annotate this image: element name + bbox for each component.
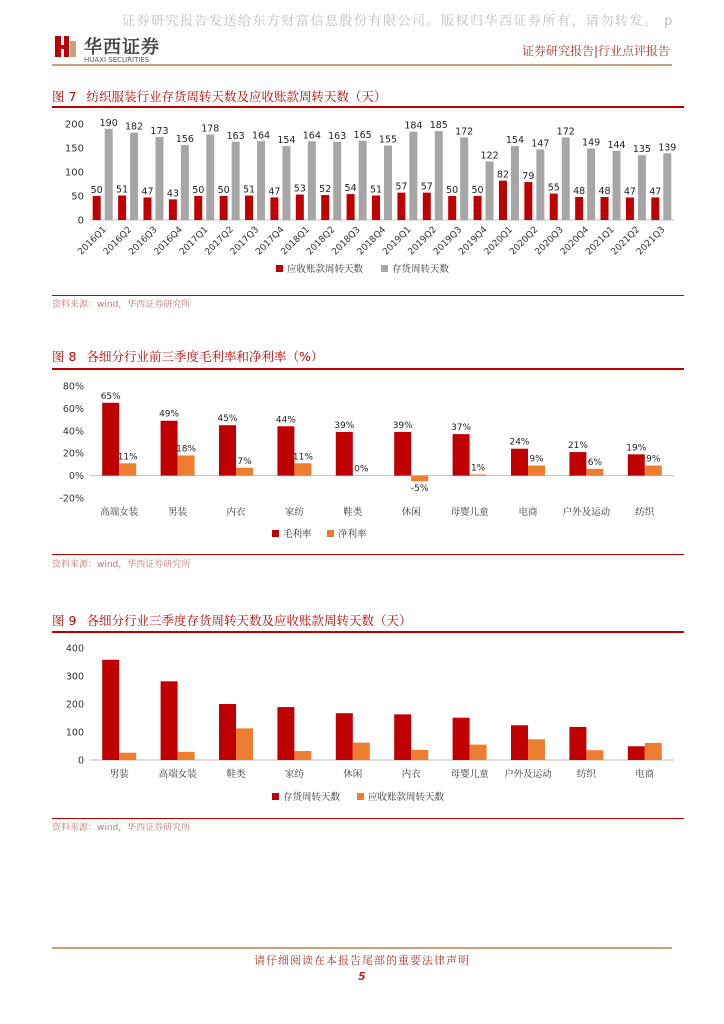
legend-label: 存货周转天数 [283, 792, 341, 803]
data-label: 147 [531, 138, 550, 150]
x-tick-label: 休闲 [343, 769, 363, 780]
data-label: 154 [277, 135, 296, 147]
figure-9-source: 资料来源：wind，华西证券研究所 [52, 823, 191, 833]
data-label: 164 [251, 130, 271, 142]
bar-series1 [453, 718, 470, 760]
legend-label: 存货周转天数 [392, 264, 450, 275]
bar-series2 [257, 141, 265, 220]
bar-series2 [587, 148, 595, 220]
bar-series2 [562, 137, 570, 220]
bar-series2 [536, 149, 544, 220]
x-tick-label: 纺织 [635, 507, 655, 518]
x-tick-label: 2021Q1 [584, 225, 617, 258]
bar-series2 [178, 455, 195, 475]
bar-series2 [528, 466, 545, 476]
bar-series2 [586, 750, 603, 760]
figure-8-number: 图 8 [52, 349, 77, 364]
data-label: 79 [522, 171, 535, 183]
x-tick-label: 内衣 [226, 507, 246, 518]
bar-series2 [411, 750, 428, 760]
bar-series1 [245, 196, 253, 220]
data-label: 44% [275, 415, 296, 426]
bar-series2 [294, 463, 311, 475]
x-tick-label: 2017Q4 [254, 225, 287, 258]
figure-8-title [52, 347, 323, 365]
bar-series1 [102, 660, 119, 760]
bar-series2 [663, 153, 671, 220]
y-tick-label: 100 [65, 727, 84, 739]
figure-7-source: 资料来源：wind，华西证券研究所 [52, 300, 191, 310]
data-label: 39% [334, 420, 355, 431]
figure-7-top-rule [52, 106, 684, 108]
data-label: 50 [217, 185, 230, 196]
footer-divider [52, 947, 672, 949]
bar-series1 [474, 196, 482, 220]
x-tick-label: 家纺 [284, 769, 304, 780]
bar-series2 [435, 131, 443, 220]
data-label: 47 [649, 186, 662, 198]
data-label: 149 [582, 137, 601, 149]
data-label: 50 [90, 185, 103, 196]
figure-9-caption: 各细分行业三季度存货周转天数及应收账款周转天数（天） [86, 613, 412, 628]
bar-series1 [336, 432, 353, 476]
x-tick-label: 2020Q2 [508, 225, 541, 258]
legend-swatch [276, 265, 283, 272]
data-label: 51 [242, 184, 256, 196]
data-label: 9% [529, 454, 544, 465]
figure-8-chart [52, 372, 684, 552]
bar-series2 [105, 129, 113, 220]
report-type: 证券研究报告|行业点评报告 [521, 44, 670, 58]
page-number: 5 [358, 970, 366, 983]
x-tick-label: 2020Q3 [533, 225, 566, 258]
data-label: 6% [587, 457, 603, 468]
bar-series2 [178, 752, 195, 760]
bar-series1 [321, 195, 329, 220]
data-label: 163 [226, 130, 245, 142]
bar-series2 [155, 137, 163, 220]
bar-series2 [409, 132, 417, 220]
logo-name-cn: 华西证券 [84, 37, 160, 58]
bar-series1 [296, 195, 304, 220]
x-tick-label: 2019Q1 [381, 225, 414, 258]
data-label: 154 [505, 135, 525, 147]
data-label: 47 [623, 186, 636, 198]
x-tick-label: 鞋类 [226, 769, 246, 780]
data-label: 172 [556, 126, 575, 138]
data-label: 24% [509, 437, 530, 448]
footer-disclaimer: 请仔细阅读在本报告尾部的重要法律声明 [254, 954, 470, 967]
bar-series1 [394, 432, 411, 476]
figure-9-number: 图 9 [52, 613, 77, 628]
bar-series2 [460, 137, 468, 220]
figure-9-top-rule [52, 631, 684, 633]
x-tick-label: 高端女装 [158, 769, 197, 780]
legend-label: 毛利率 [283, 529, 312, 540]
data-label: 50 [446, 185, 459, 196]
bar-series1 [372, 196, 380, 220]
bar-series2 [130, 133, 138, 220]
bar-series2 [645, 743, 662, 760]
x-tick-label: 2016Q1 [76, 225, 109, 258]
x-tick-label: 休闲 [401, 507, 421, 518]
data-label: 144 [607, 139, 626, 151]
x-tick-label: 2019Q4 [457, 225, 490, 258]
bar-series2 [586, 469, 603, 476]
x-tick-label: 电商 [518, 507, 538, 518]
data-label: 7% [237, 456, 252, 467]
y-tick-label: 100 [64, 167, 84, 179]
y-tick-label: 0% [68, 471, 84, 483]
x-tick-label: 2020Q4 [558, 225, 592, 258]
data-label: 184 [404, 120, 423, 132]
data-label: 185 [429, 120, 448, 132]
figure-7-chart [52, 110, 684, 294]
bar-series2 [359, 141, 367, 220]
figure-8-source: 资料来源：wind，华西证券研究所 [52, 560, 191, 570]
data-label: 54 [344, 183, 357, 195]
bar-series1 [219, 425, 236, 475]
y-tick-label: 200 [64, 119, 84, 131]
header-divider [52, 64, 672, 66]
data-label: 52 [319, 184, 332, 196]
bar-series2 [236, 468, 253, 476]
y-tick-label: 0 [77, 215, 84, 227]
bar-series1 [394, 714, 411, 760]
data-label: 47 [141, 186, 154, 198]
x-tick-label: 2017Q2 [203, 225, 236, 258]
bar-series2 [181, 145, 189, 220]
bar-series1 [270, 197, 278, 220]
data-label: 82 [496, 169, 510, 181]
data-label: 11% [117, 452, 138, 463]
bar-series1 [511, 725, 528, 760]
bar-series1 [511, 449, 528, 476]
bar-series2 [333, 142, 341, 220]
x-tick-label: 2018Q4 [355, 225, 389, 258]
bar-series2 [384, 146, 392, 220]
x-tick-label: 男装 [109, 769, 129, 780]
figure-7-number: 图 7 [52, 89, 77, 104]
data-label: 57 [420, 181, 433, 193]
bar-series2 [470, 474, 487, 475]
bar-series1 [628, 746, 645, 760]
y-tick-label: 60% [62, 403, 84, 415]
bar-series1 [169, 199, 177, 220]
bar-series2 [511, 146, 519, 220]
logo-name-en: HUAXI SECURITIES [84, 56, 150, 64]
legend-swatch [381, 265, 388, 272]
bar-series2 [119, 463, 136, 475]
bar-series1 [448, 196, 456, 220]
x-tick-label: 户外及运动 [562, 507, 611, 518]
data-label: 55 [547, 182, 560, 194]
legend-label: 净利率 [338, 529, 367, 540]
figure-7-bottom-rule [52, 295, 684, 296]
bar-series1 [102, 403, 119, 476]
bar-series1 [347, 194, 355, 220]
bar-series1 [277, 426, 294, 475]
bar-series1 [277, 707, 294, 760]
bar-series2 [411, 476, 428, 482]
data-label: 51 [369, 184, 383, 196]
x-tick-label: 2016Q2 [101, 225, 135, 258]
legend-label: 应收账款周转天数 [287, 264, 364, 275]
bar-series1 [336, 713, 353, 760]
bar-series2 [528, 739, 545, 760]
bar-series1 [569, 452, 586, 476]
x-tick-label: 母婴儿童 [450, 507, 489, 518]
data-label: 139 [658, 142, 677, 154]
bar-series1 [161, 421, 178, 476]
bar-series2 [613, 151, 621, 220]
data-label: 18% [176, 444, 197, 455]
data-label: 47 [268, 186, 281, 198]
watermark-text: 证券研究报告发送给东方财富信息股份有限公司。版权归华西证券所有，请勿转发。 p [122, 14, 674, 29]
legend-swatch [272, 793, 279, 800]
bar-series1 [143, 197, 151, 220]
figure-9-chart [52, 636, 684, 816]
bar-series1 [194, 196, 202, 220]
data-label: 135 [632, 144, 651, 156]
bar-series1 [161, 681, 178, 760]
data-label: 164 [302, 130, 321, 142]
data-label: 163 [328, 130, 347, 142]
x-tick-label: 内衣 [401, 769, 421, 780]
y-tick-label: 150 [64, 143, 84, 155]
data-label: 50 [471, 185, 484, 196]
data-label: -5% [410, 484, 429, 495]
x-tick-label: 家纺 [284, 507, 304, 518]
bar-series2 [236, 728, 253, 760]
legend-swatch [357, 793, 364, 800]
bar-series1 [601, 197, 609, 220]
legend-swatch [327, 530, 334, 537]
bar-series2 [232, 142, 240, 220]
x-tick-label: 2019Q2 [406, 225, 439, 258]
x-tick-label: 高端女装 [100, 507, 139, 518]
data-label: 173 [150, 125, 169, 137]
data-label: 190 [99, 117, 118, 129]
data-label: 11% [292, 452, 313, 463]
bar-series2 [294, 751, 311, 760]
x-tick-label: 户外及运动 [504, 769, 552, 780]
data-label: 1% [470, 463, 486, 474]
data-label: 19% [626, 443, 647, 454]
bar-series2 [308, 141, 316, 220]
bar-series1 [499, 181, 507, 220]
bar-series1 [93, 196, 101, 220]
bar-series2 [645, 466, 662, 476]
x-tick-label: 2018Q2 [305, 225, 338, 258]
bar-series1 [651, 197, 659, 220]
data-label: 48 [573, 185, 586, 197]
data-label: 48 [598, 185, 611, 197]
bar-series1 [423, 193, 431, 220]
y-tick-label: 200 [65, 699, 84, 711]
figure-8-caption: 各细分行业前三季度毛利率和净利率（%） [86, 349, 324, 364]
bar-series2 [638, 155, 646, 220]
data-label: 122 [480, 150, 499, 162]
bar-series2 [206, 135, 214, 220]
data-label: 182 [125, 121, 144, 133]
bar-series1 [626, 197, 634, 220]
y-tick-label: 50 [71, 191, 84, 203]
data-label: 172 [455, 126, 474, 138]
figure-9-bottom-rule [52, 818, 684, 819]
data-label: 51 [116, 184, 129, 196]
bar-series2 [353, 743, 370, 760]
y-tick-label: 400 [65, 643, 84, 655]
data-label: 65% [100, 391, 121, 402]
bar-series1 [628, 454, 645, 475]
y-tick-label: 0 [77, 755, 84, 767]
bar-series2 [282, 146, 290, 220]
data-label: 37% [451, 423, 472, 434]
y-tick-label: 80% [62, 381, 84, 393]
figure-9-title [52, 611, 411, 629]
bar-series1 [118, 196, 126, 220]
data-label: 57 [395, 181, 408, 193]
legend-label: 应收账款周转天数 [368, 792, 445, 803]
x-tick-label: 男装 [168, 507, 188, 518]
data-label: 49% [159, 409, 180, 420]
bar-series1 [550, 194, 558, 220]
x-tick-label: 纺织 [576, 769, 596, 780]
data-label: 178 [201, 123, 220, 135]
bar-series1 [220, 196, 228, 220]
bar-series1 [575, 197, 583, 220]
company-logo [52, 33, 160, 64]
figure-8-top-rule [52, 368, 684, 370]
data-label: 155 [378, 134, 398, 146]
figure-7-caption: 纺织服装行业存货周转天数及应收账款周转天数（天） [86, 89, 387, 104]
y-tick-label: 300 [65, 671, 84, 683]
x-tick-label: 2021Q3 [635, 225, 668, 258]
x-tick-label: 2020Q1 [482, 225, 516, 258]
y-tick-label: 20% [62, 448, 84, 460]
bar-series1 [453, 434, 470, 475]
x-tick-label: 2017Q1 [178, 225, 211, 258]
x-tick-label: 2018Q3 [330, 225, 363, 258]
y-tick-label: 40% [62, 426, 84, 438]
data-label: 50 [192, 185, 205, 196]
figure-7-title [52, 87, 386, 105]
x-tick-label: 2019Q3 [431, 225, 465, 258]
data-label: 45% [217, 414, 238, 425]
x-tick-label: 2017Q3 [228, 225, 262, 258]
bar-series1 [219, 704, 236, 760]
x-tick-label: 电商 [635, 769, 655, 780]
data-label: 156 [175, 134, 194, 146]
y-tick-label: -20% [59, 493, 84, 505]
legend-swatch [272, 530, 279, 537]
bar-series1 [524, 182, 532, 220]
x-tick-label: 母婴儿童 [450, 769, 489, 780]
data-label: 53 [293, 183, 306, 195]
data-label: 9% [646, 454, 661, 465]
x-tick-label: 2018Q1 [279, 225, 312, 258]
bar-series2 [470, 745, 487, 760]
bar-series2 [119, 753, 136, 760]
x-tick-label: 2016Q4 [152, 225, 185, 258]
x-tick-label: 2021Q2 [609, 225, 643, 258]
data-label: 165 [353, 129, 372, 141]
x-tick-label: 2016Q3 [127, 225, 160, 258]
data-label: 0% [354, 464, 369, 475]
x-tick-label: 鞋类 [343, 507, 363, 518]
logo-mark-icon [52, 33, 78, 59]
data-label: 43 [166, 188, 179, 200]
bar-series2 [486, 161, 494, 220]
data-label: 21% [567, 441, 588, 452]
bar-series1 [569, 727, 586, 760]
figure-8-bottom-rule [52, 554, 684, 555]
data-label: 39% [392, 420, 413, 431]
bar-series1 [397, 193, 405, 220]
